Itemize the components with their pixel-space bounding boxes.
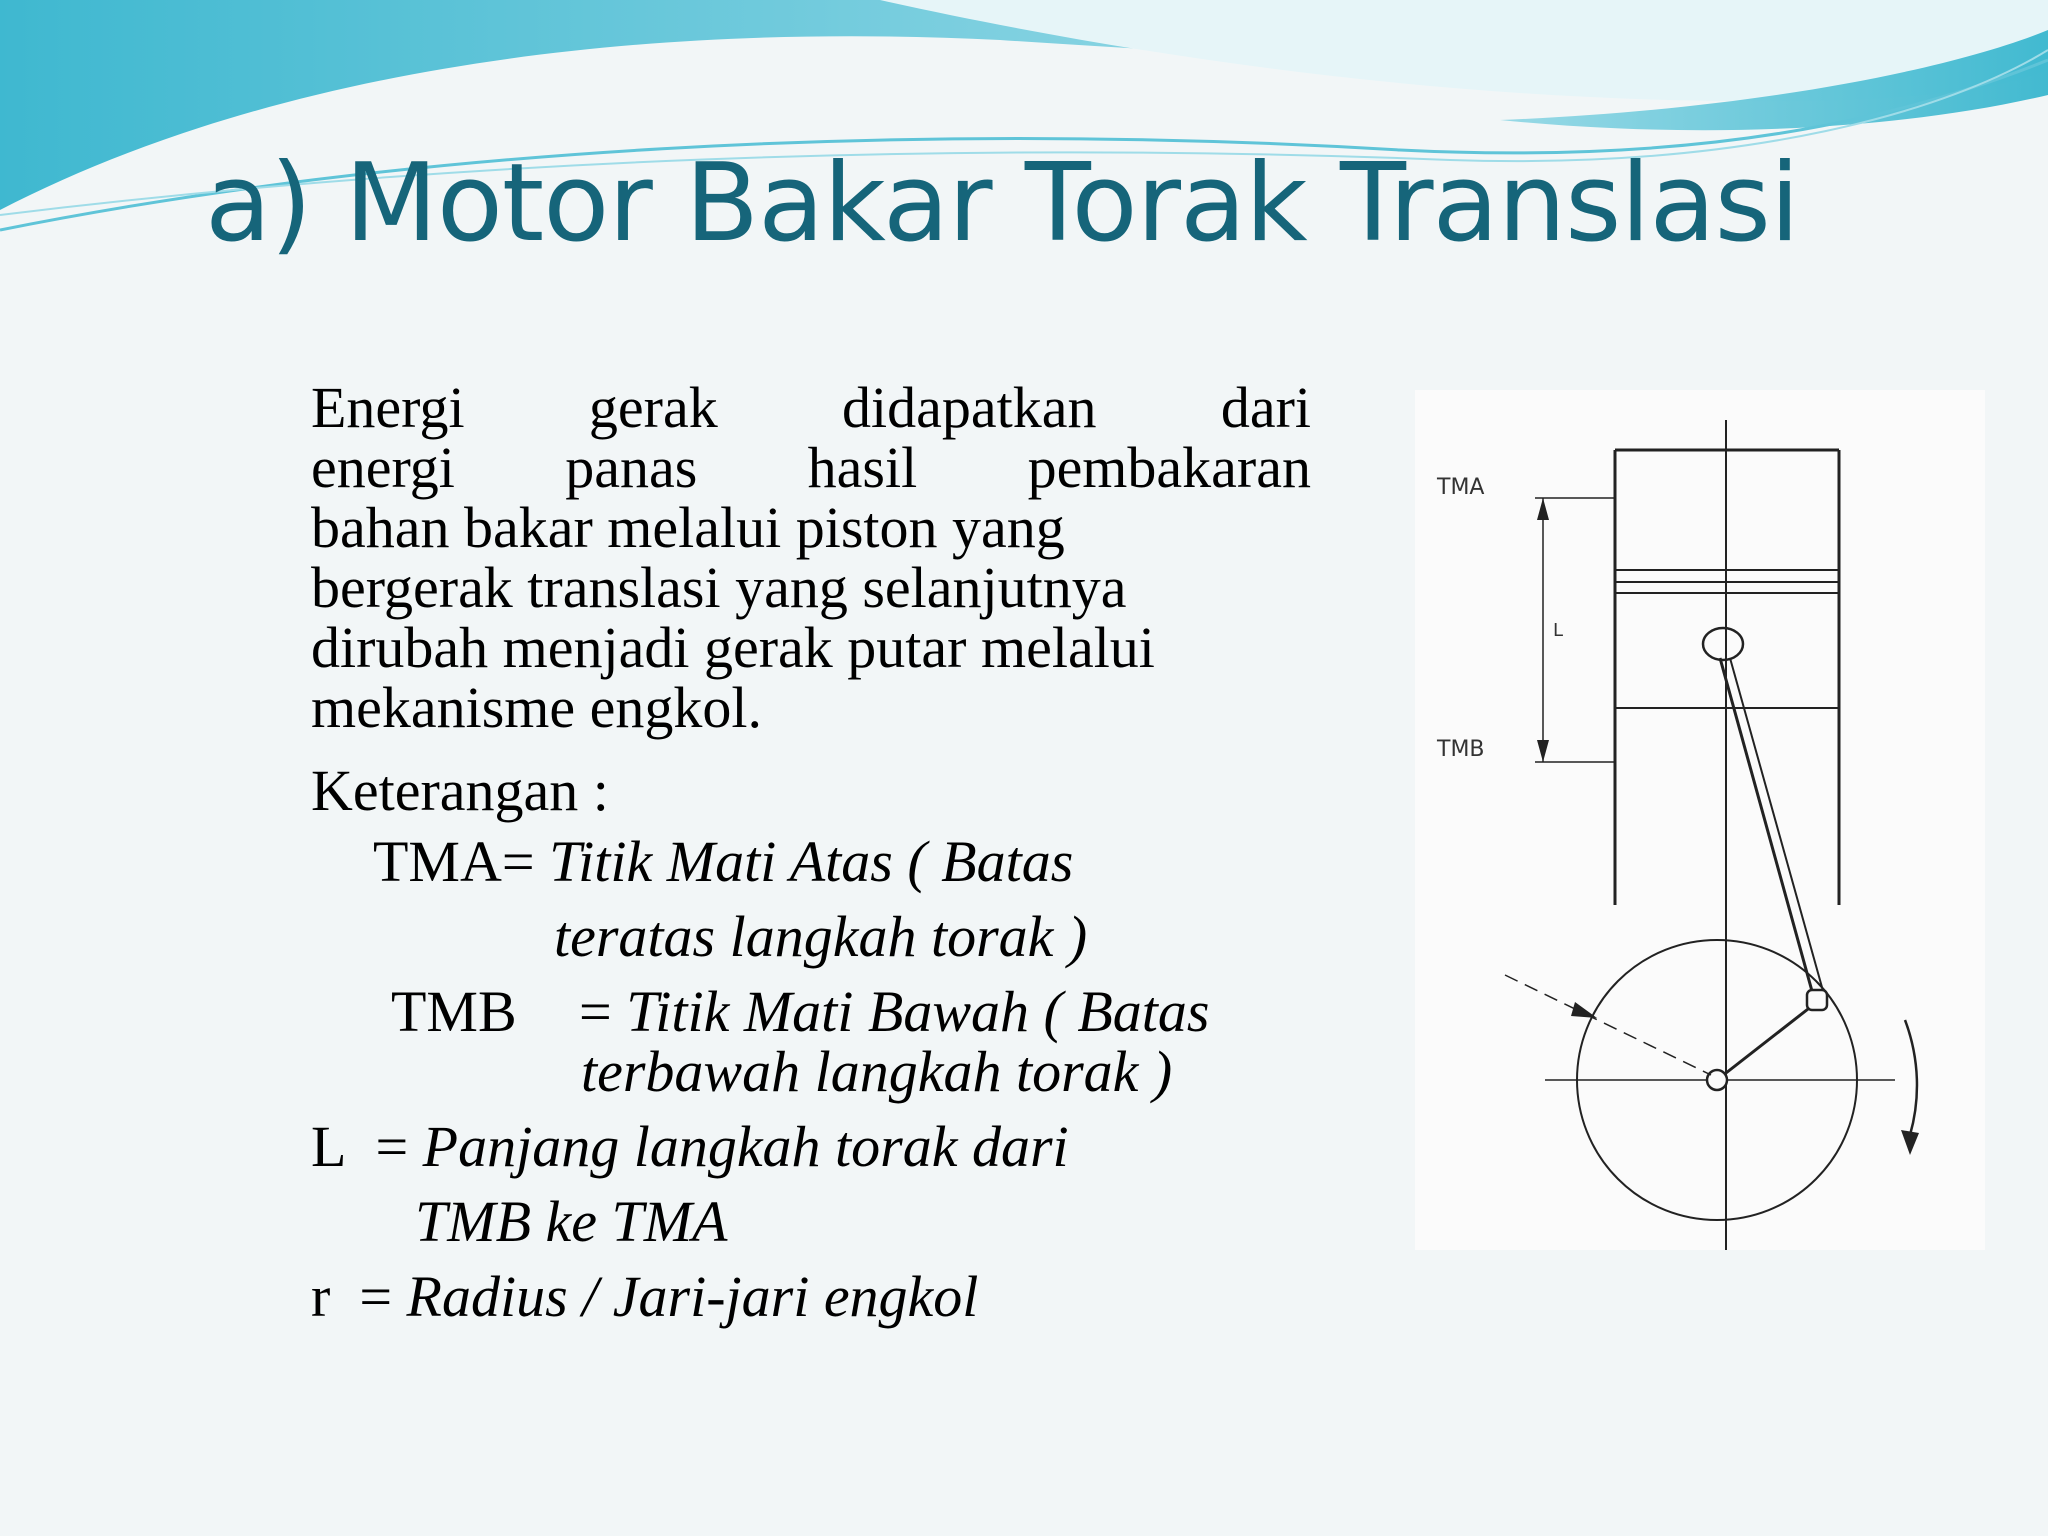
- piston-pin: [1703, 628, 1743, 660]
- rotation-arc: [1905, 1020, 1917, 1135]
- label-l: L: [1553, 620, 1564, 641]
- slide-title: a) Motor Bakar Torak Translasi: [205, 141, 1799, 266]
- paragraph-line: dirubah menjadi gerak putar melalui: [311, 615, 1155, 680]
- paragraph-line: Energi gerak didapatkan dari: [311, 375, 1311, 440]
- description-paragraph: [311, 375, 1311, 740]
- definition-r: r = Radius / Jari-jari engkol: [311, 1264, 979, 1329]
- paragraph-line: energi panas hasil pembakaran: [311, 435, 1311, 500]
- definition-text: TMB ke TMA: [415, 1189, 728, 1254]
- paragraph-line: bergerak translasi yang selanjutnya: [311, 555, 1127, 620]
- label-tma: TMA: [1437, 475, 1485, 500]
- definition-term: L: [311, 1114, 347, 1179]
- definition-text: terbawah langkah torak ): [581, 1039, 1173, 1104]
- definition-text: Panjang langkah torak dari: [422, 1114, 1069, 1179]
- piston-crank-diagram: [1415, 390, 1985, 1250]
- label-tmb: TMB: [1437, 737, 1485, 762]
- definition-term: TMA: [373, 829, 502, 894]
- dimension-arrow-down: [1537, 740, 1549, 762]
- radius-arrow-icon: [1571, 1002, 1597, 1018]
- radius-leader-line: [1505, 975, 1711, 1075]
- crank-center: [1707, 1070, 1727, 1090]
- definition-text: Radius / Jari-jari engkol: [406, 1264, 979, 1329]
- crank-arm: [1717, 1002, 1817, 1080]
- definition-tma: TMA= Titik Mati Atas ( Batas teratas langkah torak ): [373, 829, 1088, 969]
- definition-text: teratas langkah torak ): [554, 904, 1088, 969]
- definition-term: TMB: [391, 979, 517, 1044]
- definition-text: Titik Mati Bawah ( Batas: [626, 979, 1210, 1044]
- crank-pin: [1807, 990, 1827, 1010]
- rotation-arrow-icon: [1901, 1130, 1919, 1155]
- keterangan-label: Keterangan :: [311, 758, 609, 823]
- slide-body: [311, 375, 1311, 1338]
- definition-tmb: TMB = Titik Mati Bawah ( Batas terbawah langkah torak ): [391, 979, 1210, 1104]
- definition-l: L = Panjang langkah torak dari TMB ke TMA: [311, 1114, 1069, 1254]
- paragraph-line: mekanisme engkol.: [311, 675, 763, 740]
- definition-text: Titik Mati Atas ( Batas: [549, 829, 1074, 894]
- definition-term: r: [311, 1264, 331, 1329]
- paragraph-line: bahan bakar melalui piston yang: [311, 495, 1065, 560]
- dimension-arrow-up: [1537, 498, 1549, 520]
